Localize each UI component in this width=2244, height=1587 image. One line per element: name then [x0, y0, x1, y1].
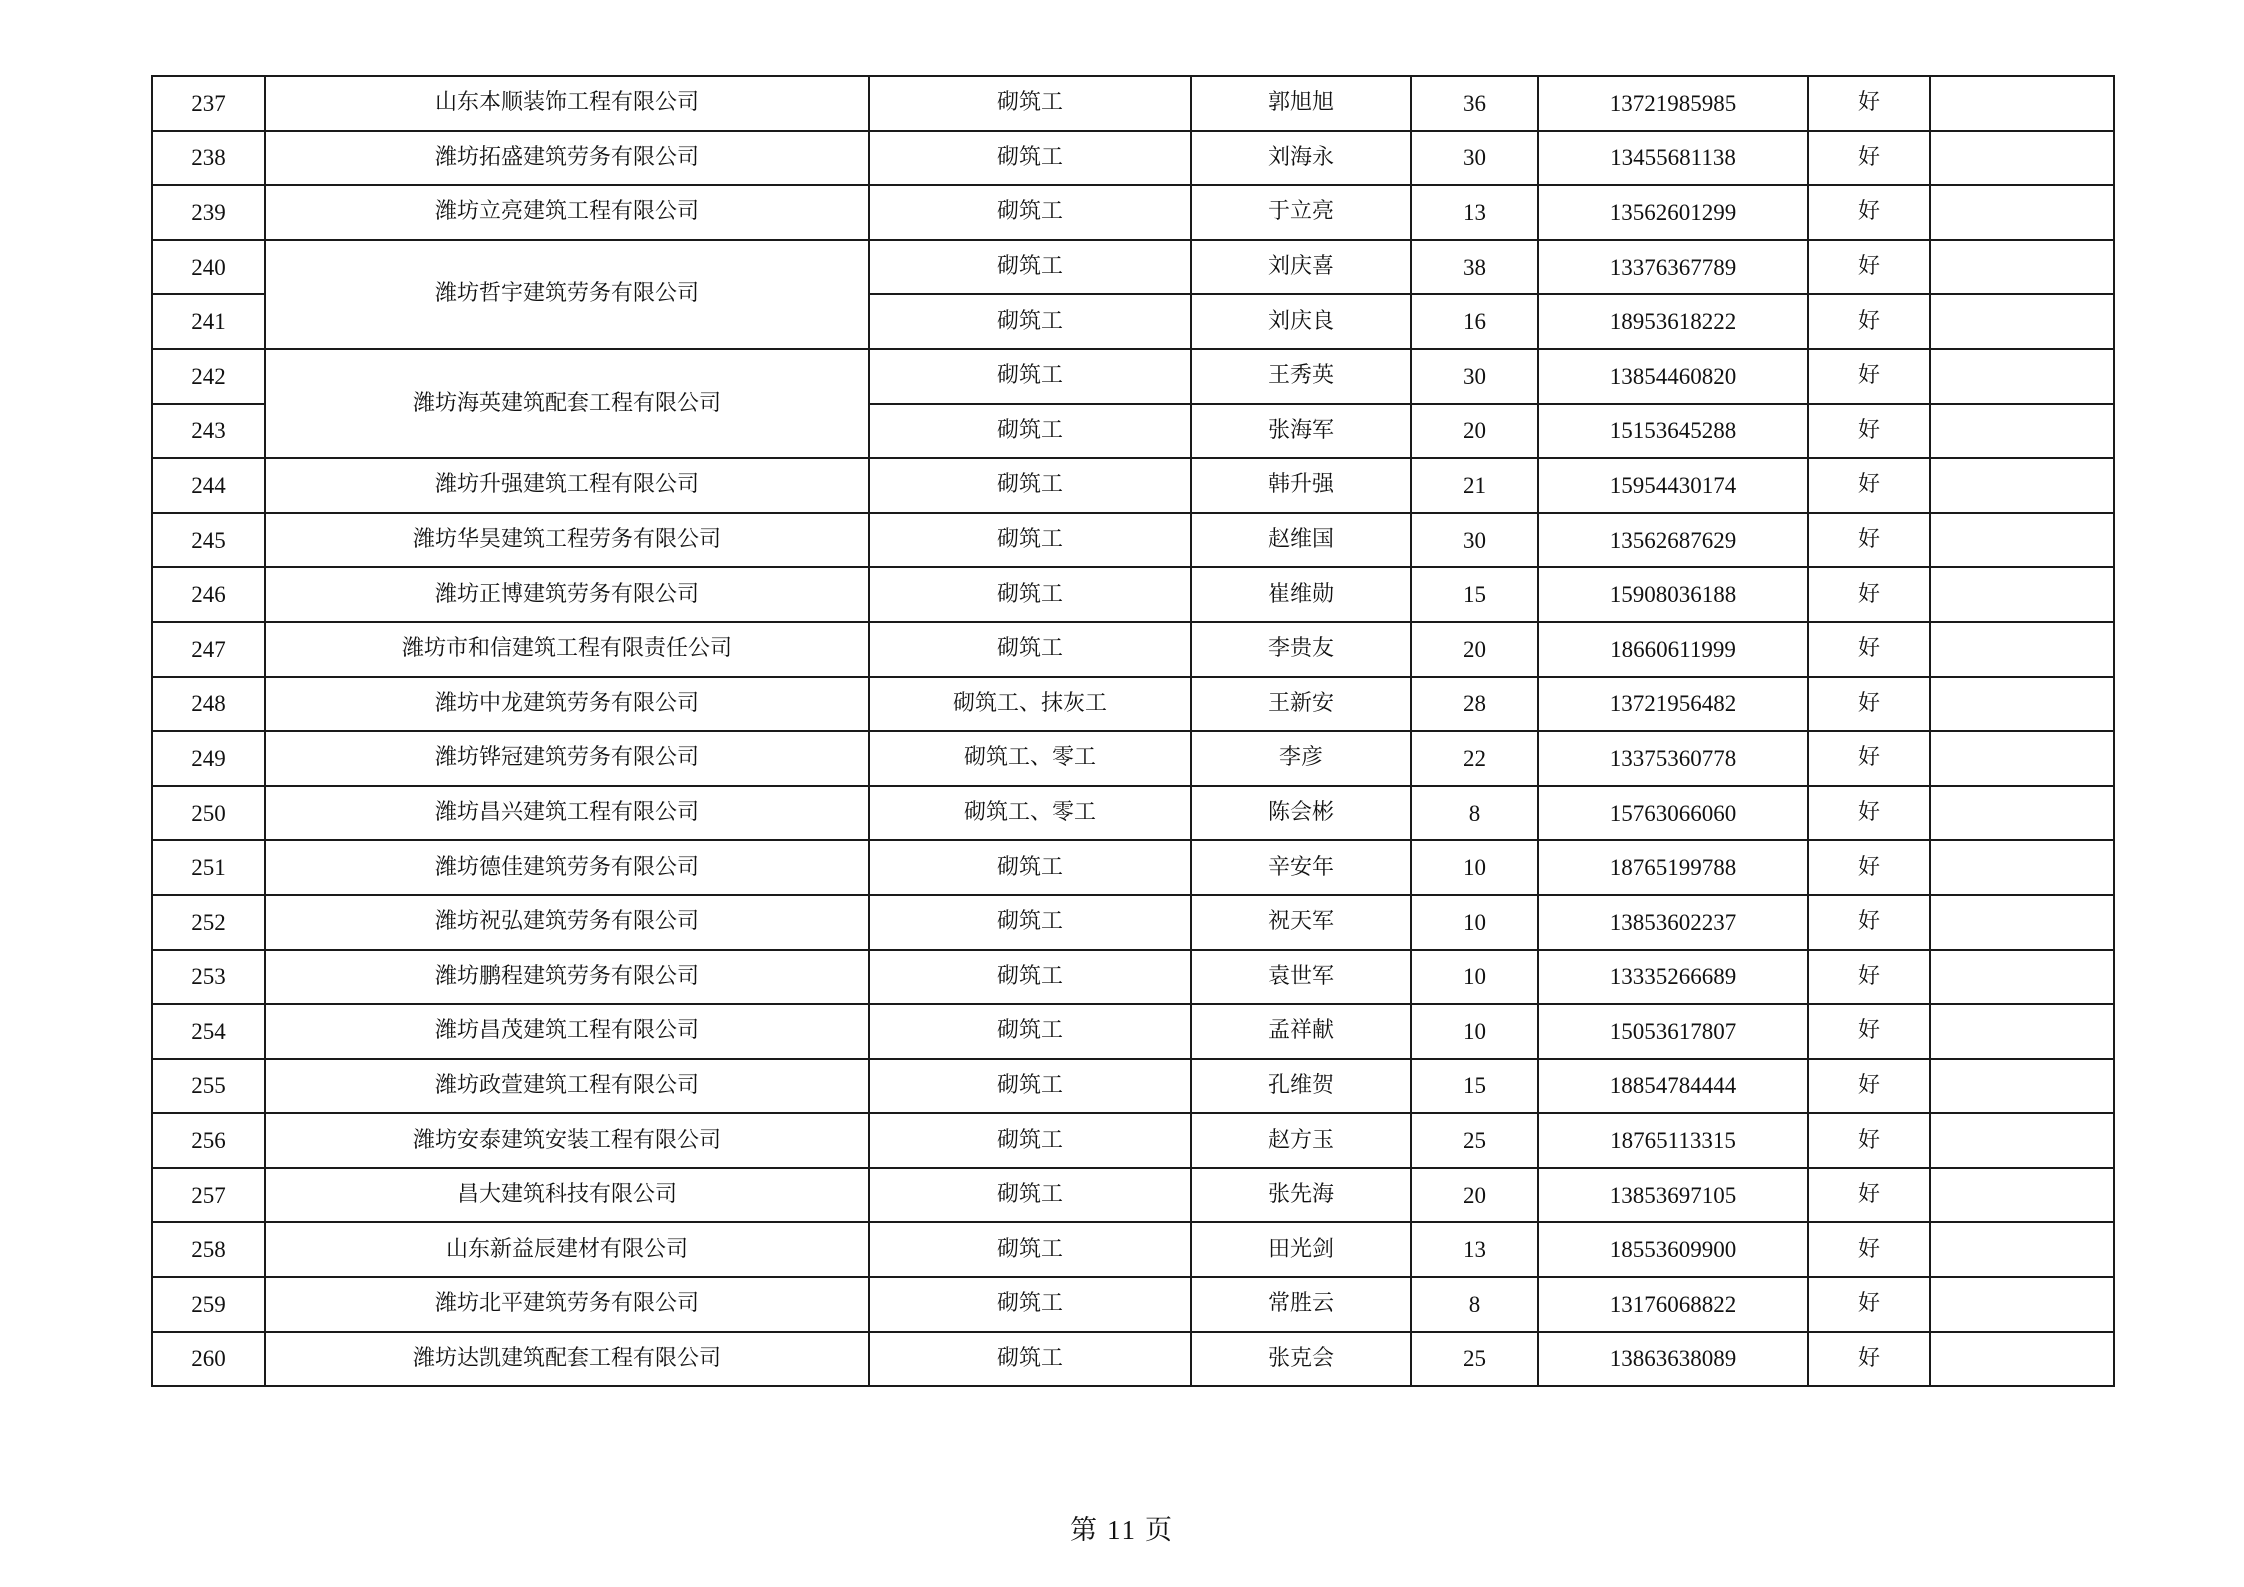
cell-rating: 好 — [1808, 240, 1930, 295]
cell-phone: 13562601299 — [1538, 185, 1808, 240]
cell-contact: 张先海 — [1191, 1168, 1411, 1223]
table-row — [152, 677, 2114, 732]
cell-rating: 好 — [1808, 1168, 1930, 1223]
cell-no: 237 — [152, 76, 265, 131]
table-row — [152, 240, 2114, 295]
cell-phone: 13375360778 — [1538, 731, 1808, 786]
cell-rating: 好 — [1808, 1059, 1930, 1114]
cell-rating: 好 — [1808, 76, 1930, 131]
cell-company: 昌大建筑科技有限公司 — [265, 1168, 869, 1223]
cell-company: 潍坊哲宇建筑劳务有限公司 — [265, 240, 869, 349]
cell-remark — [1930, 1168, 2114, 1223]
cell-remark — [1930, 1004, 2114, 1059]
cell-phone: 18660611999 — [1538, 622, 1808, 677]
cell-no: 250 — [152, 786, 265, 841]
cell-count: 15 — [1411, 567, 1538, 622]
cell-contact: 袁世军 — [1191, 950, 1411, 1005]
cell-contact: 赵方玉 — [1191, 1113, 1411, 1168]
cell-rating: 好 — [1808, 458, 1930, 513]
cell-remark — [1930, 185, 2114, 240]
cell-trade: 砌筑工 — [869, 950, 1191, 1005]
cell-remark — [1930, 294, 2114, 349]
table-row — [152, 1222, 2114, 1277]
cell-remark — [1930, 1277, 2114, 1332]
cell-remark — [1930, 240, 2114, 295]
cell-count: 36 — [1411, 76, 1538, 131]
cell-trade: 砌筑工 — [869, 622, 1191, 677]
cell-no: 244 — [152, 458, 265, 513]
cell-contact: 祝天军 — [1191, 895, 1411, 950]
cell-company: 潍坊华昊建筑工程劳务有限公司 — [265, 513, 869, 568]
cell-contact: 郭旭旭 — [1191, 76, 1411, 131]
cell-rating: 好 — [1808, 349, 1930, 404]
cell-company: 潍坊鹏程建筑劳务有限公司 — [265, 950, 869, 1005]
cell-phone: 15153645288 — [1538, 404, 1808, 459]
cell-remark — [1930, 1222, 2114, 1277]
cell-remark — [1930, 1113, 2114, 1168]
cell-phone: 13853602237 — [1538, 895, 1808, 950]
company-table — [151, 75, 2115, 1387]
page-suffix: 页 — [1145, 1515, 1174, 1546]
cell-rating: 好 — [1808, 567, 1930, 622]
cell-contact: 李贵友 — [1191, 622, 1411, 677]
page-number: 11 — [1107, 1515, 1137, 1545]
table-row — [152, 731, 2114, 786]
cell-rating: 好 — [1808, 895, 1930, 950]
cell-no: 240 — [152, 240, 265, 295]
cell-contact: 陈会彬 — [1191, 786, 1411, 841]
cell-remark — [1930, 76, 2114, 131]
cell-no: 246 — [152, 567, 265, 622]
table-body — [152, 76, 2114, 1386]
cell-no: 245 — [152, 513, 265, 568]
cell-count: 10 — [1411, 840, 1538, 895]
cell-contact: 韩升强 — [1191, 458, 1411, 513]
cell-no: 242 — [152, 349, 265, 404]
cell-company: 潍坊立亮建筑工程有限公司 — [265, 185, 869, 240]
cell-rating: 好 — [1808, 731, 1930, 786]
cell-remark — [1930, 840, 2114, 895]
cell-count: 22 — [1411, 731, 1538, 786]
cell-no: 251 — [152, 840, 265, 895]
cell-no: 258 — [152, 1222, 265, 1277]
cell-count: 25 — [1411, 1332, 1538, 1387]
cell-phone: 13562687629 — [1538, 513, 1808, 568]
page-footer — [0, 1508, 2244, 1547]
cell-contact: 张克会 — [1191, 1332, 1411, 1387]
cell-phone: 13854460820 — [1538, 349, 1808, 404]
cell-count: 30 — [1411, 513, 1538, 568]
cell-contact: 孔维贺 — [1191, 1059, 1411, 1114]
cell-count: 15 — [1411, 1059, 1538, 1114]
cell-remark — [1930, 786, 2114, 841]
cell-contact: 孟祥献 — [1191, 1004, 1411, 1059]
cell-count: 30 — [1411, 349, 1538, 404]
cell-trade: 砌筑工 — [869, 1059, 1191, 1114]
cell-remark — [1930, 622, 2114, 677]
cell-trade: 砌筑工 — [869, 1222, 1191, 1277]
cell-no: 257 — [152, 1168, 265, 1223]
cell-no: 260 — [152, 1332, 265, 1387]
cell-contact: 刘庆良 — [1191, 294, 1411, 349]
cell-company: 潍坊安泰建筑安装工程有限公司 — [265, 1113, 869, 1168]
table-row — [152, 1332, 2114, 1387]
cell-no: 248 — [152, 677, 265, 732]
cell-trade: 砌筑工 — [869, 840, 1191, 895]
cell-count: 13 — [1411, 1222, 1538, 1277]
cell-phone: 13853697105 — [1538, 1168, 1808, 1223]
cell-no: 256 — [152, 1113, 265, 1168]
cell-phone: 13721956482 — [1538, 677, 1808, 732]
table-row — [152, 513, 2114, 568]
cell-count: 10 — [1411, 895, 1538, 950]
cell-remark — [1930, 1059, 2114, 1114]
cell-rating: 好 — [1808, 1113, 1930, 1168]
cell-no: 254 — [152, 1004, 265, 1059]
cell-count: 16 — [1411, 294, 1538, 349]
cell-remark — [1930, 131, 2114, 186]
cell-contact: 王新安 — [1191, 677, 1411, 732]
cell-trade: 砌筑工、零工 — [869, 786, 1191, 841]
cell-trade: 砌筑工 — [869, 185, 1191, 240]
cell-trade: 砌筑工 — [869, 513, 1191, 568]
table-row — [152, 1059, 2114, 1114]
cell-trade: 砌筑工 — [869, 1168, 1191, 1223]
cell-phone: 13176068822 — [1538, 1277, 1808, 1332]
cell-remark — [1930, 567, 2114, 622]
cell-rating: 好 — [1808, 1222, 1930, 1277]
cell-contact: 常胜云 — [1191, 1277, 1411, 1332]
cell-phone: 13376367789 — [1538, 240, 1808, 295]
cell-phone: 15954430174 — [1538, 458, 1808, 513]
table-row — [152, 131, 2114, 186]
cell-rating: 好 — [1808, 1332, 1930, 1387]
cell-trade: 砌筑工 — [869, 1332, 1191, 1387]
cell-company: 潍坊祝弘建筑劳务有限公司 — [265, 895, 869, 950]
table-row — [152, 458, 2114, 513]
cell-phone: 18854784444 — [1538, 1059, 1808, 1114]
cell-phone: 15908036188 — [1538, 567, 1808, 622]
cell-phone: 15763066060 — [1538, 786, 1808, 841]
cell-company: 潍坊昌兴建筑工程有限公司 — [265, 786, 869, 841]
table-row — [152, 622, 2114, 677]
cell-trade: 砌筑工 — [869, 349, 1191, 404]
cell-trade: 砌筑工 — [869, 131, 1191, 186]
table-row — [152, 1277, 2114, 1332]
cell-phone: 18553609900 — [1538, 1222, 1808, 1277]
cell-no: 238 — [152, 131, 265, 186]
cell-rating: 好 — [1808, 950, 1930, 1005]
cell-no: 243 — [152, 404, 265, 459]
cell-trade: 砌筑工 — [869, 458, 1191, 513]
cell-company: 潍坊中龙建筑劳务有限公司 — [265, 677, 869, 732]
cell-contact: 于立亮 — [1191, 185, 1411, 240]
cell-no: 239 — [152, 185, 265, 240]
cell-company: 潍坊铧冠建筑劳务有限公司 — [265, 731, 869, 786]
page-prefix: 第 — [1070, 1515, 1099, 1546]
cell-count: 8 — [1411, 786, 1538, 841]
cell-no: 249 — [152, 731, 265, 786]
table-row — [152, 1113, 2114, 1168]
cell-no: 253 — [152, 950, 265, 1005]
cell-trade: 砌筑工 — [869, 294, 1191, 349]
cell-count: 21 — [1411, 458, 1538, 513]
cell-trade: 砌筑工、抹灰工 — [869, 677, 1191, 732]
cell-company: 潍坊达凯建筑配套工程有限公司 — [265, 1332, 869, 1387]
cell-trade: 砌筑工 — [869, 895, 1191, 950]
table-row — [152, 76, 2114, 131]
cell-count: 25 — [1411, 1113, 1538, 1168]
cell-count: 38 — [1411, 240, 1538, 295]
cell-trade: 砌筑工 — [869, 76, 1191, 131]
cell-rating: 好 — [1808, 185, 1930, 240]
cell-company: 潍坊拓盛建筑劳务有限公司 — [265, 131, 869, 186]
cell-contact: 王秀英 — [1191, 349, 1411, 404]
cell-company: 潍坊升强建筑工程有限公司 — [265, 458, 869, 513]
cell-company: 潍坊海英建筑配套工程有限公司 — [265, 349, 869, 458]
cell-phone: 13455681138 — [1538, 131, 1808, 186]
cell-count: 20 — [1411, 404, 1538, 459]
cell-count: 8 — [1411, 1277, 1538, 1332]
cell-remark — [1930, 1332, 2114, 1387]
cell-trade: 砌筑工 — [869, 1277, 1191, 1332]
cell-rating: 好 — [1808, 1004, 1930, 1059]
cell-contact: 李彦 — [1191, 731, 1411, 786]
cell-remark — [1930, 404, 2114, 459]
cell-rating: 好 — [1808, 622, 1930, 677]
cell-no: 247 — [152, 622, 265, 677]
cell-trade: 砌筑工 — [869, 567, 1191, 622]
cell-company: 潍坊正博建筑劳务有限公司 — [265, 567, 869, 622]
cell-no: 252 — [152, 895, 265, 950]
table-row — [152, 185, 2114, 240]
table-row — [152, 349, 2114, 404]
cell-phone: 13335266689 — [1538, 950, 1808, 1005]
cell-remark — [1930, 895, 2114, 950]
cell-remark — [1930, 950, 2114, 1005]
table-row — [152, 1168, 2114, 1223]
cell-trade: 砌筑工 — [869, 240, 1191, 295]
cell-remark — [1930, 731, 2114, 786]
cell-rating: 好 — [1808, 786, 1930, 841]
table-row — [152, 895, 2114, 950]
cell-no: 255 — [152, 1059, 265, 1114]
cell-contact: 刘海永 — [1191, 131, 1411, 186]
cell-rating: 好 — [1808, 1277, 1930, 1332]
table-row — [152, 950, 2114, 1005]
cell-phone: 18765199788 — [1538, 840, 1808, 895]
cell-count: 20 — [1411, 622, 1538, 677]
cell-contact: 崔维勋 — [1191, 567, 1411, 622]
cell-phone: 13721985985 — [1538, 76, 1808, 131]
table-row — [152, 840, 2114, 895]
cell-trade: 砌筑工 — [869, 404, 1191, 459]
cell-count: 30 — [1411, 131, 1538, 186]
cell-remark — [1930, 677, 2114, 732]
cell-count: 10 — [1411, 1004, 1538, 1059]
table-row — [152, 567, 2114, 622]
cell-company: 潍坊北平建筑劳务有限公司 — [265, 1277, 869, 1332]
cell-rating: 好 — [1808, 840, 1930, 895]
cell-phone: 13863638089 — [1538, 1332, 1808, 1387]
cell-trade: 砌筑工、零工 — [869, 731, 1191, 786]
cell-company: 潍坊德佳建筑劳务有限公司 — [265, 840, 869, 895]
cell-contact: 赵维国 — [1191, 513, 1411, 568]
cell-phone: 18953618222 — [1538, 294, 1808, 349]
cell-remark — [1930, 349, 2114, 404]
cell-phone: 15053617807 — [1538, 1004, 1808, 1059]
cell-company: 山东新益辰建材有限公司 — [265, 1222, 869, 1277]
cell-contact: 张海军 — [1191, 404, 1411, 459]
cell-rating: 好 — [1808, 404, 1930, 459]
cell-no: 259 — [152, 1277, 265, 1332]
cell-rating: 好 — [1808, 677, 1930, 732]
cell-count: 10 — [1411, 950, 1538, 1005]
table-row — [152, 786, 2114, 841]
cell-contact: 刘庆喜 — [1191, 240, 1411, 295]
cell-count: 20 — [1411, 1168, 1538, 1223]
cell-contact: 田光剑 — [1191, 1222, 1411, 1277]
cell-company: 山东本顺装饰工程有限公司 — [265, 76, 869, 131]
table-row — [152, 1004, 2114, 1059]
cell-trade: 砌筑工 — [869, 1113, 1191, 1168]
cell-rating: 好 — [1808, 294, 1930, 349]
cell-rating: 好 — [1808, 131, 1930, 186]
cell-company: 潍坊市和信建筑工程有限责任公司 — [265, 622, 869, 677]
cell-remark — [1930, 458, 2114, 513]
cell-remark — [1930, 513, 2114, 568]
cell-no: 241 — [152, 294, 265, 349]
cell-count: 13 — [1411, 185, 1538, 240]
cell-phone: 18765113315 — [1538, 1113, 1808, 1168]
cell-trade: 砌筑工 — [869, 1004, 1191, 1059]
cell-company: 潍坊政萱建筑工程有限公司 — [265, 1059, 869, 1114]
cell-rating: 好 — [1808, 513, 1930, 568]
cell-contact: 辛安年 — [1191, 840, 1411, 895]
cell-company: 潍坊昌茂建筑工程有限公司 — [265, 1004, 869, 1059]
cell-count: 28 — [1411, 677, 1538, 732]
